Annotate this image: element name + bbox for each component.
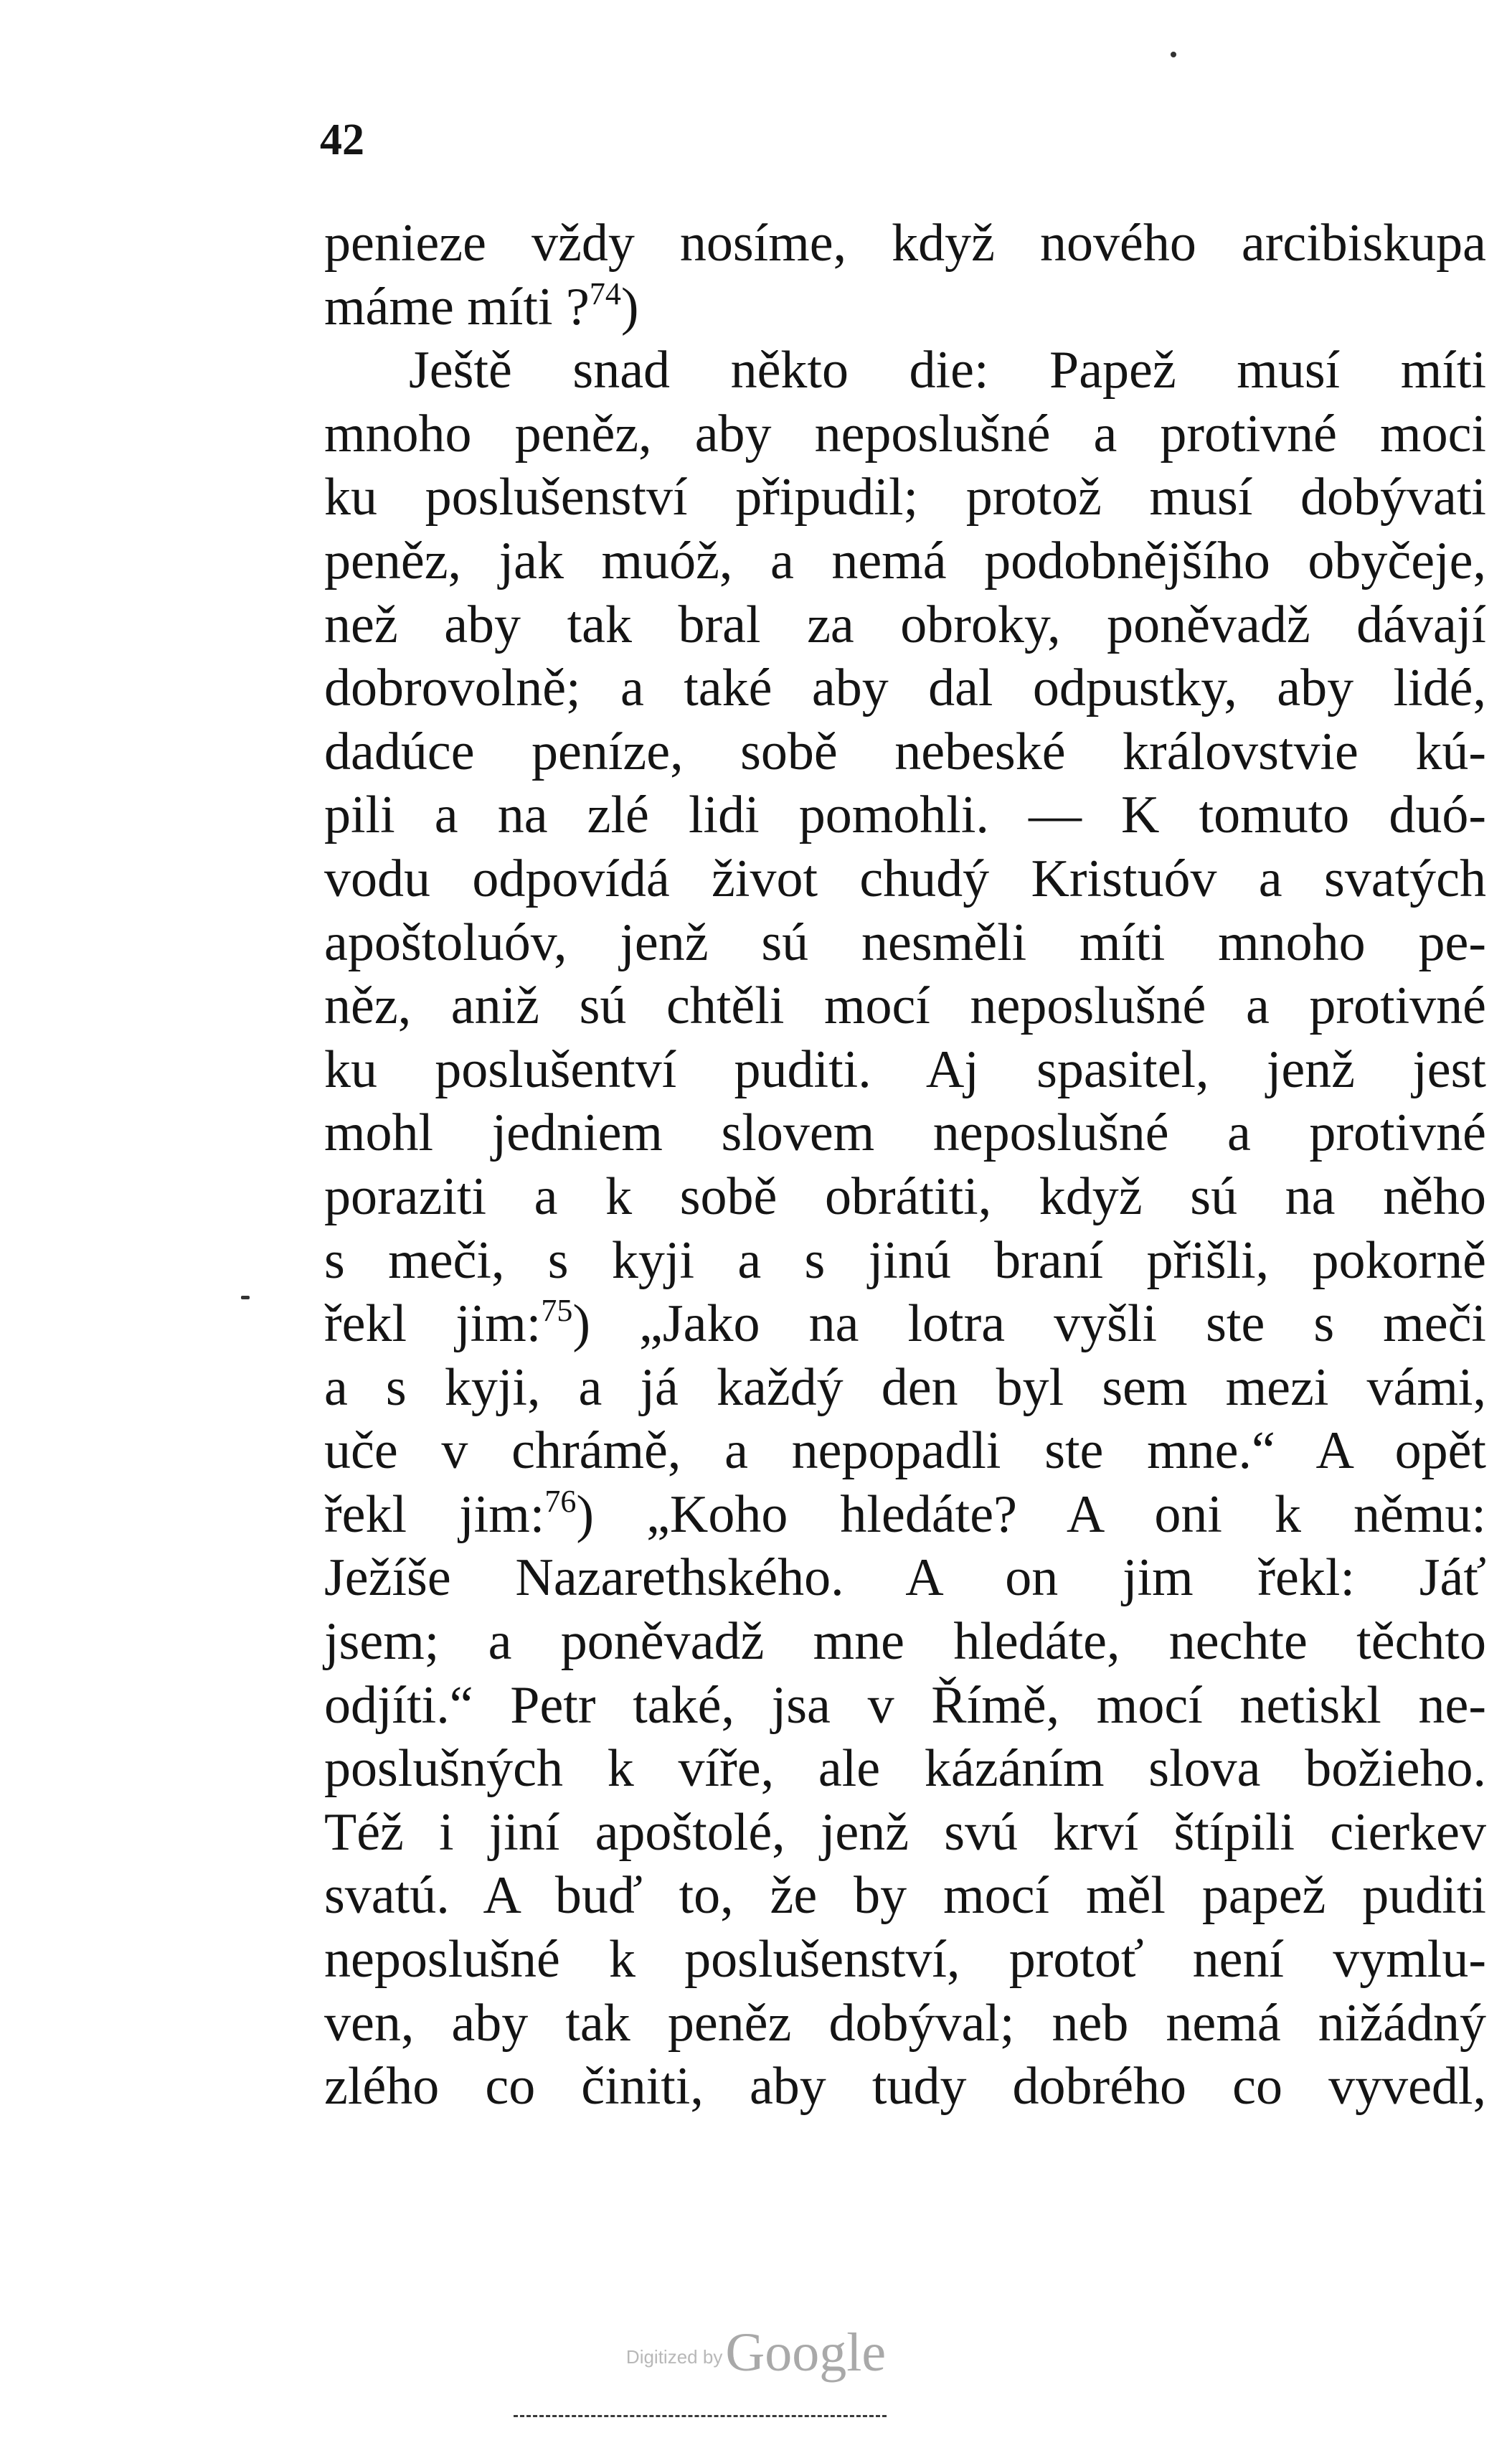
page-number: 42 xyxy=(320,116,364,164)
text-line-content: ) „Koho hledáte? A oni k němu: xyxy=(576,1484,1486,1544)
text-line xyxy=(324,1674,1486,1738)
footnote-reference: 75 xyxy=(541,1293,573,1329)
text-line-content: vodu odpovídá život chudý Kristuóv a svatých xyxy=(324,849,1486,908)
text-line xyxy=(324,529,1486,593)
text-line-content: ku poslušenství připudil; protož musí dobývati xyxy=(324,468,1486,527)
text-line xyxy=(324,1864,1486,1928)
text-line xyxy=(324,656,1486,720)
text-line xyxy=(324,911,1486,975)
scan-speck xyxy=(241,1296,250,1299)
text-line xyxy=(324,1992,1486,2056)
text-line-content: mnoho peněz, aby neposlušné a protivné moci xyxy=(324,404,1486,463)
text-line-content: a s kyji, a já každý den byl sem mezi vámi, xyxy=(324,1357,1486,1417)
text-line xyxy=(324,1229,1486,1293)
text-line-content: Ježíše Nazarethského. A on jim řekl: Jáť xyxy=(324,1548,1486,1608)
text-line-content: jsem; a poněvadž mne hledáte, nechte těchto xyxy=(324,1612,1486,1672)
text-line xyxy=(324,974,1486,1038)
text-line-content: uče v chrámě, a nepopadli ste mne.“ A opět xyxy=(324,1421,1486,1481)
text-line-content: s meči, s kyji a s jinú braní přišli, pokorně xyxy=(324,1230,1486,1290)
text-line-content: svatú. A buď to, že by mocí měl papež puditi xyxy=(324,1866,1486,1926)
text-line xyxy=(324,593,1486,657)
text-line-content: pili a na zlé lidi pomohli. — K tomuto duó- xyxy=(324,786,1486,845)
digitized-watermark xyxy=(0,2322,1512,2384)
text-line-content: odjíti.“ Petr také, jsa v Římě, mocí netiskl ne- xyxy=(324,1675,1486,1735)
text-line-content: řekl jim: xyxy=(324,1484,545,1544)
text-line-content: ku poslušentví puditi. Aj spasitel, jenž jest xyxy=(324,1040,1486,1099)
text-line-content: mohl jedniem slovem neposlušné a protivné xyxy=(324,1103,1486,1163)
text-line-content: řekl jim: xyxy=(324,1294,542,1354)
text-line-content: apoštoluóv, jenž sú nesměli míti mnoho pe- xyxy=(324,913,1486,972)
text-line xyxy=(324,339,1486,402)
footnote-reference: 74 xyxy=(589,276,621,311)
text-line xyxy=(324,402,1486,466)
text-line xyxy=(324,1737,1486,1801)
digitized-label: Digitized by xyxy=(625,2346,723,2368)
text-line-content: Též i jiní apoštolé, jenž svú krví štípili cierkev xyxy=(324,1802,1486,1862)
text-line-content: ven, aby tak peněz dobýval; neb nemá nižádný xyxy=(324,1993,1486,2053)
text-line-content: peněz, jak muóž, a nemá podobnějšího obyčeje, xyxy=(324,531,1486,590)
text-line xyxy=(324,783,1486,847)
scan-speck xyxy=(1171,52,1176,57)
text-line xyxy=(324,1928,1486,1992)
text-line xyxy=(324,847,1486,911)
text-line xyxy=(324,212,1486,276)
body-text xyxy=(324,212,1486,2119)
text-line-content: poslušných k víře, ale kázáním slova božieho. xyxy=(324,1739,1486,1799)
text-line xyxy=(324,1165,1486,1229)
text-line xyxy=(324,1801,1486,1865)
text-line-content: poraziti a k sobě obrátiti, když sú na něho xyxy=(324,1167,1486,1226)
text-line xyxy=(324,1101,1486,1165)
text-line xyxy=(324,1292,1486,1356)
text-line xyxy=(324,720,1486,784)
text-line-content: penieze vždy nosíme, když nového arcibiskupa xyxy=(324,214,1486,273)
bottom-scan-rule xyxy=(514,2415,887,2417)
text-line-content: ) xyxy=(620,277,639,336)
text-line xyxy=(324,1419,1486,1483)
google-logo: Google xyxy=(725,2322,887,2383)
text-line xyxy=(324,1356,1486,1420)
text-line-content: zlého co činiti, aby tudy dobrého co vyvedl, xyxy=(324,2057,1486,2117)
text-line-content: než aby tak bral za obroky, poněvadž dávají xyxy=(324,595,1486,654)
text-line xyxy=(324,2055,1486,2119)
text-line-content: něz, aniž sú chtěli mocí neposlušné a protivné xyxy=(324,976,1486,1036)
text-line-content: dadúce peníze, sobě nebeské královstvie kú- xyxy=(324,722,1486,781)
footnote-reference: 76 xyxy=(544,1483,577,1519)
text-line-content: neposlušné k poslušenství, protoť není vymlu- xyxy=(324,1930,1486,1990)
text-line-content: ) „Jako na lotra vyšli ste s meči xyxy=(572,1294,1486,1354)
text-line xyxy=(324,276,1486,339)
text-line xyxy=(324,1610,1486,1674)
text-line xyxy=(324,1546,1486,1610)
text-line xyxy=(324,1483,1486,1547)
text-line-content: dobrovolně; a také aby dal odpustky, aby lidé, xyxy=(324,659,1486,718)
text-line-content: Ještě snad někto die: Papež musí míti xyxy=(409,341,1486,400)
text-line xyxy=(324,1038,1486,1102)
text-line-content: máme míti ? xyxy=(324,277,590,336)
text-line xyxy=(324,466,1486,529)
